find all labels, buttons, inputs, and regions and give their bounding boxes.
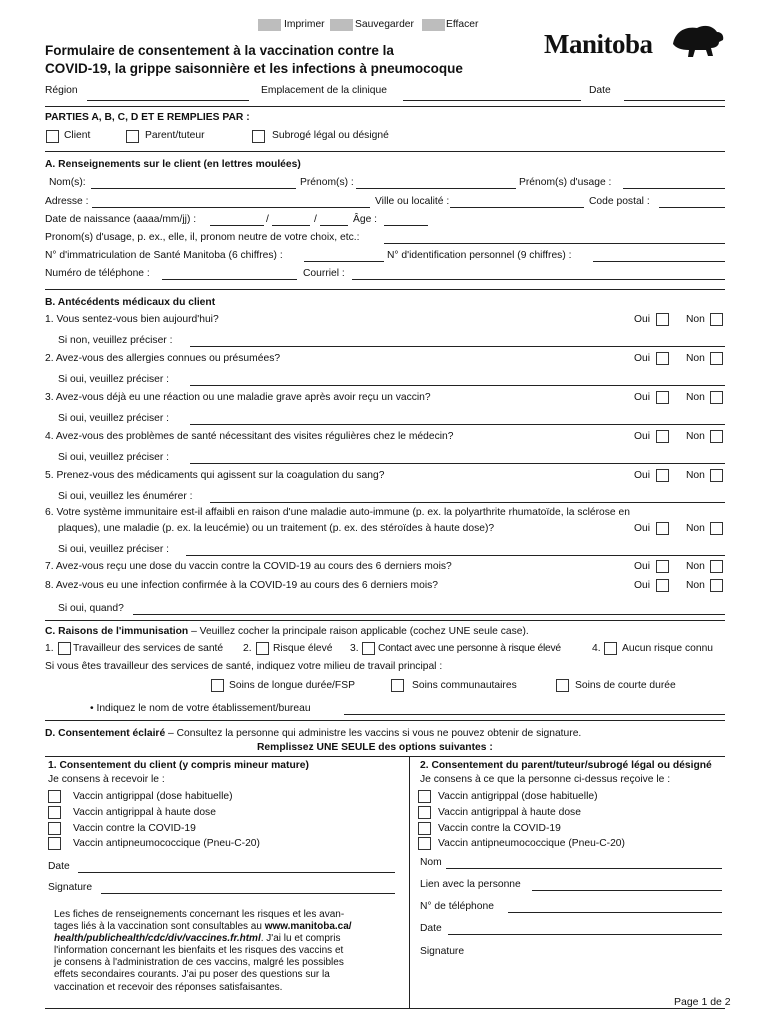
guardian-phone-field[interactable] (508, 912, 722, 913)
clear-button[interactable]: Effacer (446, 19, 479, 30)
left-vaccine-4-label: Vaccin antipneumococcique (Pneu-C-20) (73, 838, 260, 849)
q4-specify-label: Si oui, veuillez préciser : (58, 452, 170, 463)
q5-specify-label: Si oui, veuillez les énumérer : (58, 491, 193, 502)
first-name-field[interactable] (356, 188, 516, 189)
q2-yes-checkbox[interactable] (656, 352, 669, 365)
reason-3-label: Contact avec une personne à risque élevé (378, 643, 561, 654)
question-8: 8. Avez-vous eu une infection confirmée à la COVID-19 au cours des 6 derniers mois? (45, 580, 439, 591)
clinic-field[interactable] (403, 100, 581, 101)
community-label: Soins communautaires (412, 680, 517, 691)
pin-label: N° d'identification personnel (9 chiffres) : (387, 250, 572, 261)
clear-icon[interactable] (422, 19, 445, 31)
guardian-name-field[interactable] (446, 868, 722, 869)
parent-checkbox[interactable] (126, 130, 139, 143)
info-line-2 (54, 921, 398, 933)
left-vaccine-2-label: Vaccin antigrippal à haute dose (73, 807, 216, 818)
right-vaccine-2-label: Vaccin antigrippal à haute dose (438, 807, 581, 818)
pin-field[interactable] (593, 261, 725, 262)
info-line-6: effets secondaires courants. J'ai pu poser des questions sur la (54, 969, 330, 981)
q5-no-label: Non (686, 470, 705, 481)
info-line-2-text: tages liés à la vaccination sont consultables au (54, 921, 262, 933)
q7-yes-label: Oui (634, 561, 651, 572)
reason-4-number: 4. (592, 643, 601, 654)
manitoba-logo: Manitoba (544, 29, 653, 59)
question-4: 4. Avez-vous des problèmes de santé nécessitant des visites régulières chez le médecin? (45, 431, 454, 442)
relationship-field[interactable] (532, 890, 722, 891)
parent-label: Parent/tuteur (145, 130, 205, 141)
right-vaccine-4-label: Vaccin antipneumococcique (Pneu-C-20) (438, 838, 625, 849)
question-1: 1. Vous sentez-vous bien aujourd'hui? (45, 314, 219, 325)
question-3: 3. Avez-vous déjà eu une réaction ou une maladie grave après avoir reçu un vaccin? (45, 392, 431, 403)
reason-1-checkbox[interactable] (58, 642, 71, 655)
q3-no-checkbox[interactable] (710, 391, 723, 404)
pronoun-label: Pronom(s) d'usage, p. ex., elle, il, pronom neutre de votre choix, etc.: (45, 232, 360, 243)
q7-no-checkbox[interactable] (710, 560, 723, 573)
date-field[interactable] (624, 100, 725, 101)
q1-specify-field[interactable] (190, 346, 725, 347)
right-vaccine-3-checkbox[interactable] (418, 822, 431, 835)
q4-no-label: Non (686, 431, 705, 442)
info-line-7: vaccination et recevoir des réponses satisfaisantes. (54, 981, 283, 993)
proxy-checkbox[interactable] (252, 130, 265, 143)
q2-specify-field[interactable] (190, 385, 725, 386)
question-2: 2. Avez-vous des allergies connues ou présumées? (45, 353, 281, 364)
names-field[interactable] (91, 188, 296, 189)
reason-3-checkbox[interactable] (362, 642, 375, 655)
proxy-label: Subrogé légal ou désigné (272, 130, 389, 141)
q6-yes-checkbox[interactable] (656, 522, 669, 535)
health-number-field[interactable] (304, 261, 384, 262)
q3-no-label: Non (686, 392, 705, 403)
q6-yes-label: Oui (634, 523, 651, 534)
save-icon[interactable] (330, 19, 353, 31)
client-consent-title: 1. Consentement du client (y compris mineur mature) (48, 760, 309, 771)
region-field[interactable] (87, 100, 249, 101)
print-button[interactable]: Imprimer (284, 19, 325, 30)
info-paragraph (54, 909, 398, 994)
q4-yes-label: Oui (634, 431, 651, 442)
right-vaccine-1-label: Vaccin antigrippal (dose habituelle) (438, 791, 598, 802)
relationship-label: Lien avec la personne (420, 879, 521, 890)
q8-no-label: Non (686, 580, 705, 591)
left-vaccine-1-label: Vaccin antigrippal (dose habituelle) (73, 791, 233, 802)
reason-1-number: 1. (45, 643, 54, 654)
client-signature-field[interactable] (101, 893, 395, 894)
right-vaccine-1-checkbox[interactable] (418, 790, 431, 803)
city-label: Ville ou localité : (375, 196, 450, 207)
email-label: Courriel : (303, 268, 345, 279)
q1-specify-label: Si non, veuillez préciser : (58, 335, 173, 346)
dob-label: Date de naissance (aaaa/mm/jj) : (45, 214, 197, 225)
establishment-label: • Indiquez le nom de votre établissement/bureau (90, 703, 311, 714)
left-vaccine-3-label: Vaccin contre la COVID-19 (73, 823, 196, 834)
establishment-field[interactable] (344, 714, 725, 715)
info-url-part-1[interactable]: www.manitoba.ca/ (264, 921, 352, 933)
section-b-heading: B. Antécédents médicaux du client (45, 297, 216, 308)
q1-no-label: Non (686, 314, 705, 325)
postal-label: Code postal : (589, 196, 650, 207)
question-6-line2: plaques), une maladie (p. ex. la leucémie) ou un traitement (p. ex. des stéroïdes à haute dose)? (58, 523, 495, 534)
acute-care-checkbox[interactable] (556, 679, 569, 692)
right-vaccine-3-label: Vaccin contre la COVID-19 (438, 823, 561, 834)
email-field[interactable] (352, 279, 725, 280)
section-c-title: C. Raisons de l'immunisation (45, 626, 189, 637)
q2-no-label: Non (686, 353, 705, 364)
bison-logo-icon (669, 20, 725, 60)
dob-year-field[interactable] (210, 225, 264, 226)
address-label: Adresse : (45, 196, 89, 207)
q6-no-checkbox[interactable] (710, 522, 723, 535)
address-field[interactable] (92, 207, 370, 208)
reason-4-checkbox[interactable] (604, 642, 617, 655)
acute-care-label: Soins de courte durée (575, 680, 676, 691)
q4-specify-field[interactable] (190, 463, 725, 464)
q5-no-checkbox[interactable] (710, 469, 723, 482)
page-number: Page 1 de 2 (674, 996, 731, 1008)
client-label: Client (64, 130, 91, 141)
q3-yes-label: Oui (634, 392, 651, 403)
ltc-checkbox[interactable] (211, 679, 224, 692)
q8-when-label: Si oui, quand? (58, 603, 124, 614)
q8-yes-checkbox[interactable] (656, 579, 669, 592)
client-date-field[interactable] (78, 872, 395, 873)
workplace-instruction: Si vous êtes travailleur des services de santé, indiquez votre milieu de travail principal : (45, 661, 443, 672)
guardian-name-label: Nom (420, 857, 442, 868)
age-field[interactable] (384, 225, 428, 226)
reason-1-label: Travailleur des services de santé (73, 643, 224, 654)
age-label: Âge : (353, 214, 378, 225)
form-title-line2: COVID-19, la grippe saisonnière et les infections à pneumocoque (45, 61, 463, 76)
guardian-consent-intro: Je consens à ce que la personne ci-dessus reçoive le : (420, 774, 671, 785)
right-vaccine-2-checkbox[interactable] (418, 806, 431, 819)
q1-yes-checkbox[interactable] (656, 313, 669, 326)
dob-sep-1: / (266, 214, 269, 225)
health-number-label: N° d'immatriculation de Santé Manitoba (6 chiffres) : (45, 250, 283, 261)
names-label: Nom(s): (49, 177, 86, 188)
community-checkbox[interactable] (391, 679, 404, 692)
info-url-part-2[interactable]: health/publichealth/cdc/div/vaccines.fr.html (54, 933, 261, 945)
reason-3-number: 3. (350, 643, 359, 654)
guardian-phone-label: N° de téléphone (420, 901, 494, 912)
left-vaccine-3-checkbox[interactable] (48, 822, 61, 835)
info-line-5: je consens à l'administration de ces vaccins, malgré les possibles (54, 957, 344, 969)
left-vaccine-4-checkbox[interactable] (48, 837, 61, 850)
q6-no-label: Non (686, 523, 705, 534)
q5-yes-checkbox[interactable] (656, 469, 669, 482)
postal-field[interactable] (659, 207, 725, 208)
region-label: Région (45, 85, 78, 96)
left-vaccine-2-checkbox[interactable] (48, 806, 61, 819)
dob-day-field[interactable] (320, 225, 348, 226)
section-c-heading (45, 626, 529, 637)
info-line-1: Les fiches de renseignements concernant les risques et les avan- (54, 909, 345, 920)
pref-name-label: Prénom(s) d'usage : (519, 177, 612, 188)
form-title-line1: Formulaire de consentement à la vaccination contre la (45, 43, 394, 58)
q6-specify-field[interactable] (186, 555, 725, 556)
client-checkbox[interactable] (46, 130, 59, 143)
client-date-label: Date (48, 861, 70, 872)
section-a-heading: A. Renseignements sur le client (en lettres moulées) (45, 159, 301, 170)
reason-4-label: Aucun risque connu (622, 643, 714, 654)
question-5: 5. Prenez-vous des médicaments qui agissent sur la coagulation du sang? (45, 470, 385, 481)
q7-yes-checkbox[interactable] (656, 560, 669, 573)
info-line-3: health/publichealth/cdc/div/vaccines.fr.html. J'ai lu et compris (54, 933, 341, 945)
phone-field[interactable] (162, 279, 297, 280)
section-d-subheading: Remplissez UNE SEULE des options suivantes : (257, 742, 493, 753)
guardian-date-field[interactable] (448, 934, 722, 935)
question-7: 7. Avez-vous reçu une dose du vaccin contre la COVID-19 au cours des 6 derniers mois? (45, 561, 452, 572)
q3-specify-field[interactable] (190, 424, 725, 425)
right-vaccine-4-checkbox[interactable] (418, 837, 431, 850)
section-d-heading (45, 728, 581, 739)
q8-yes-label: Oui (634, 580, 651, 591)
reason-2-checkbox[interactable] (256, 642, 269, 655)
q4-yes-checkbox[interactable] (656, 430, 669, 443)
section-c-instruction: – Veuillez cocher la principale raison applicable (cochez UNE seule case). (188, 626, 529, 637)
client-signature-label: Signature (48, 882, 93, 893)
reason-2-number: 2. (243, 643, 252, 654)
section-d-instruction: – Consultez la personne qui administre les vaccins si vous ne pouvez obtenir de signature. (165, 728, 582, 739)
info-line-3-text: J'ai lu et compris (266, 933, 341, 945)
city-field[interactable] (450, 207, 584, 208)
q1-yes-label: Oui (634, 314, 651, 325)
first-name-label: Prénom(s) : (300, 177, 354, 188)
q8-no-checkbox[interactable] (710, 579, 723, 592)
dob-sep-2: / (314, 214, 317, 225)
q6-specify-label: Si oui, veuillez préciser : (58, 544, 170, 555)
q4-no-checkbox[interactable] (710, 430, 723, 443)
left-vaccine-1-checkbox[interactable] (48, 790, 61, 803)
pronoun-field[interactable] (384, 243, 725, 244)
q3-specify-label: Si oui, veuillez préciser : (58, 413, 170, 424)
info-line-4: l'information concernant les bienfaits et les risques des vaccins et (54, 945, 344, 957)
q2-specify-label: Si oui, veuillez préciser : (58, 374, 170, 385)
clinic-label: Emplacement de la clinique (261, 85, 387, 96)
ltc-label: Soins de longue durée/FSP (229, 680, 355, 691)
phone-label: Numéro de téléphone : (45, 268, 150, 279)
section-d-title: D. Consentement éclairé (45, 728, 166, 739)
parties-heading: PARTIES A, B, C, D ET E REMPLIES PAR : (45, 112, 250, 123)
guardian-date-label: Date (420, 923, 442, 934)
client-consent-intro: Je consens à recevoir le : (48, 774, 165, 785)
q1-no-checkbox[interactable] (710, 313, 723, 326)
q7-no-label: Non (686, 561, 705, 572)
reason-2-label: Risque élevé (273, 643, 333, 654)
date-label: Date (589, 85, 611, 96)
q2-no-checkbox[interactable] (710, 352, 723, 365)
q2-yes-label: Oui (634, 353, 651, 364)
q5-specify-field[interactable] (210, 502, 725, 503)
q3-yes-checkbox[interactable] (656, 391, 669, 404)
save-button[interactable]: Sauvegarder (355, 19, 414, 30)
q8-when-field[interactable] (133, 614, 725, 615)
guardian-signature-label: Signature (420, 946, 465, 957)
question-6-line1: 6. Votre système immunitaire est-il affaibli en raison d'une maladie auto-immune (p. ex. la polyarthrite rhumatoïde, la sclérose en (45, 507, 630, 518)
print-icon[interactable] (258, 19, 281, 31)
pref-name-field[interactable] (623, 188, 725, 189)
dob-month-field[interactable] (272, 225, 310, 226)
q5-yes-label: Oui (634, 470, 651, 481)
guardian-consent-title: 2. Consentement du parent/tuteur/subrogé légal ou désigné (420, 760, 712, 771)
